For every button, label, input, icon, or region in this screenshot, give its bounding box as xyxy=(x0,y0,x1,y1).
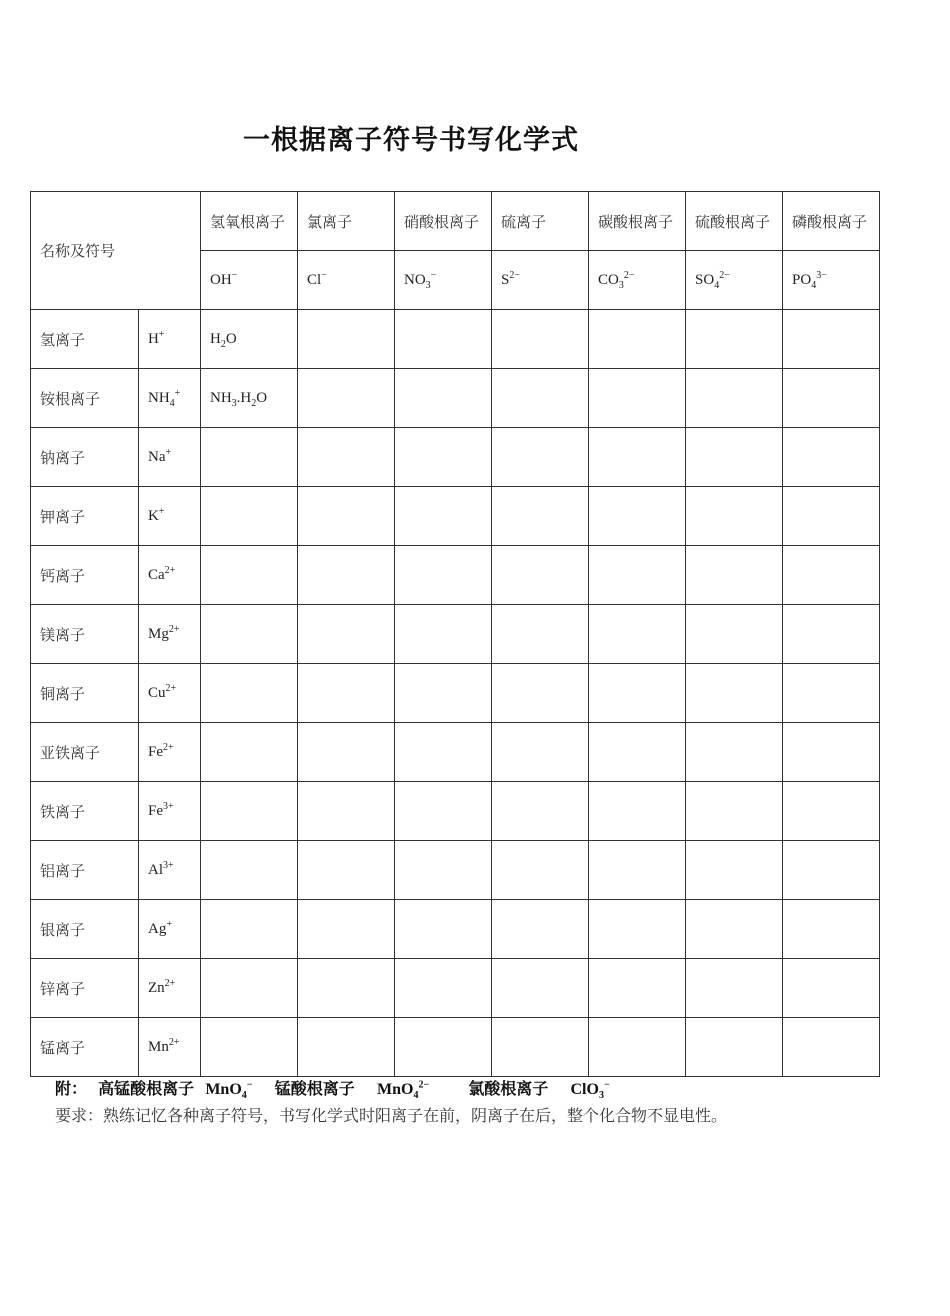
cation-symbol xyxy=(139,1018,201,1077)
formula-cell xyxy=(395,369,492,428)
ion-symbol-base: Cl xyxy=(307,271,322,288)
anion-symbol xyxy=(492,251,589,310)
formula-cell xyxy=(395,782,492,841)
formula-cell xyxy=(298,841,395,900)
formula-cell xyxy=(492,959,589,1018)
formula-cell xyxy=(298,1018,395,1077)
formula-cell xyxy=(686,782,783,841)
formula-part: O xyxy=(225,330,237,347)
anion-name: 碳酸根离子 xyxy=(589,192,686,251)
formula-cell xyxy=(783,1018,880,1077)
formula-cell xyxy=(589,487,686,546)
formula-cell xyxy=(783,369,880,428)
ion-symbol-charge: 3− xyxy=(816,269,827,281)
cation-symbol xyxy=(139,782,201,841)
formula-cell xyxy=(395,841,492,900)
formula-cell xyxy=(492,900,589,959)
note-ion-symbol xyxy=(205,1079,253,1102)
ion-symbol-base: Ca xyxy=(148,566,165,583)
ion-symbol-charge: 2+ xyxy=(164,564,176,576)
ion-table xyxy=(30,191,880,1077)
ion-symbol-sub: 4 xyxy=(811,279,817,291)
note-symbol-charge: 2− xyxy=(418,1079,430,1091)
formula-cell xyxy=(589,782,686,841)
cation-symbol xyxy=(139,959,201,1018)
formula-sub: 2 xyxy=(251,397,257,409)
formula-cell xyxy=(298,664,395,723)
formula-cell xyxy=(783,782,880,841)
formula-cell xyxy=(492,1018,589,1077)
formula-cell xyxy=(589,428,686,487)
formula-cell xyxy=(201,723,298,782)
formula-cell xyxy=(492,605,589,664)
formula-cell xyxy=(201,782,298,841)
formula-cell xyxy=(686,428,783,487)
formula-cell xyxy=(298,605,395,664)
cation-name: 铁离子 xyxy=(31,782,139,841)
formula-cell xyxy=(783,959,880,1018)
formula-cell xyxy=(395,959,492,1018)
cation-name: 钙离子 xyxy=(31,546,139,605)
formula-cell xyxy=(395,546,492,605)
anion-symbol xyxy=(686,251,783,310)
ion-symbol-charge: 3+ xyxy=(163,800,174,812)
anion-symbol xyxy=(395,251,492,310)
ion-symbol-charge: − xyxy=(430,269,437,281)
table-row xyxy=(31,1018,880,1077)
appendix-note xyxy=(55,1076,610,1102)
anion-name: 硫酸根离子 xyxy=(686,192,783,251)
cation-symbol xyxy=(139,723,201,782)
cation-name: 铜离子 xyxy=(31,664,139,723)
cation-name: 银离子 xyxy=(31,900,139,959)
note-symbol-base: ClO xyxy=(570,1081,599,1098)
ion-symbol-base: NH xyxy=(148,389,170,406)
formula-cell xyxy=(298,782,395,841)
formula-cell xyxy=(589,900,686,959)
ion-symbol-charge: 3+ xyxy=(163,859,174,871)
ion-symbol-charge: 2− xyxy=(719,269,730,281)
table-row xyxy=(31,546,880,605)
ion-symbol-base: SO xyxy=(695,271,715,288)
ion-symbol-charge: 2− xyxy=(623,269,635,281)
anion-name: 磷酸根离子 xyxy=(783,192,880,251)
formula-part: .H xyxy=(236,389,252,406)
ion-symbol-charge: 2+ xyxy=(168,623,180,635)
anion-name: 氢氧根离子 xyxy=(201,192,298,251)
formula-cell xyxy=(589,664,686,723)
ion-symbol-sub: 3 xyxy=(425,279,431,291)
cation-symbol xyxy=(139,546,201,605)
formula-cell xyxy=(201,959,298,1018)
formula-cell xyxy=(783,428,880,487)
ion-symbol-base: Ag xyxy=(148,920,167,937)
note-ion-symbol xyxy=(377,1079,430,1102)
table-row xyxy=(31,841,880,900)
cation-name: 氢离子 xyxy=(31,310,139,369)
cation-name: 钾离子 xyxy=(31,487,139,546)
formula-cell xyxy=(686,900,783,959)
formula-cell xyxy=(492,723,589,782)
ion-symbol-charge: 2− xyxy=(509,269,520,281)
cation-symbol xyxy=(139,664,201,723)
formula-cell xyxy=(783,546,880,605)
anion-name: 硫离子 xyxy=(492,192,589,251)
table-row xyxy=(31,900,880,959)
formula-cell xyxy=(298,369,395,428)
ion-symbol-charge: + xyxy=(158,328,165,340)
note-prefix: 附： xyxy=(55,1079,99,1098)
formula-cell xyxy=(395,310,492,369)
formula-cell xyxy=(395,723,492,782)
ion-symbol-base: NO xyxy=(404,271,426,288)
formula-cell xyxy=(783,723,880,782)
ion-symbol-charge: + xyxy=(158,505,165,517)
page-title: 一根据离子符号书写化学式 xyxy=(243,125,579,156)
formula-part: O xyxy=(256,389,268,406)
note-symbol-sub: 3 xyxy=(598,1090,604,1102)
ion-symbol-base: S xyxy=(501,271,510,288)
cation-name: 锰离子 xyxy=(31,1018,139,1077)
anion-name: 氯离子 xyxy=(298,192,395,251)
formula-cell xyxy=(686,369,783,428)
note-ion-name: 氯酸根离子 xyxy=(468,1079,571,1098)
note-symbol-base: MnO xyxy=(377,1081,414,1098)
formula-cell xyxy=(201,1018,298,1077)
formula-cell xyxy=(686,605,783,664)
formula-cell xyxy=(395,900,492,959)
formula-cell xyxy=(298,723,395,782)
formula-cell xyxy=(201,900,298,959)
cation-symbol xyxy=(139,605,201,664)
corner-label: 名称及符号 xyxy=(31,192,201,310)
cation-symbol xyxy=(139,841,201,900)
formula-cell xyxy=(298,546,395,605)
formula-cell xyxy=(783,487,880,546)
ion-symbol-charge: − xyxy=(231,269,238,281)
formula-cell xyxy=(686,546,783,605)
ion-symbol-charge: − xyxy=(321,269,327,281)
formula-cell xyxy=(589,723,686,782)
formula-cell xyxy=(298,310,395,369)
anion-symbol xyxy=(201,251,298,310)
ion-symbol-base: Fe xyxy=(148,802,163,819)
cation-name: 亚铁离子 xyxy=(31,723,139,782)
table-row xyxy=(31,369,880,428)
ion-symbol-charge: 2+ xyxy=(168,1036,180,1048)
formula-part: NH xyxy=(210,389,232,406)
cation-symbol xyxy=(139,428,201,487)
formula-cell xyxy=(589,369,686,428)
table-row xyxy=(31,487,880,546)
cation-name: 铝离子 xyxy=(31,841,139,900)
table-row xyxy=(31,310,880,369)
ion-symbol-charge: + xyxy=(166,918,172,930)
formula-cell xyxy=(492,428,589,487)
formula-cell xyxy=(686,664,783,723)
formula-cell xyxy=(783,664,880,723)
ion-symbol-charge: + xyxy=(165,446,172,458)
formula-cell xyxy=(589,841,686,900)
anion-name: 硝酸根离子 xyxy=(395,192,492,251)
formula-cell xyxy=(201,487,298,546)
cation-symbol xyxy=(139,310,201,369)
cation-name: 镁离子 xyxy=(31,605,139,664)
ion-symbol-base: CO xyxy=(598,271,619,288)
note-ion-name: 高锰酸根离子 xyxy=(98,1079,206,1098)
ion-symbol-base: Na xyxy=(148,448,166,465)
ion-symbol-charge: 2+ xyxy=(163,741,174,753)
ion-symbol-sub: 4 xyxy=(169,397,175,409)
formula-cell xyxy=(201,841,298,900)
formula-cell xyxy=(589,310,686,369)
table-row xyxy=(31,605,880,664)
formula-cell xyxy=(395,1018,492,1077)
ion-symbol-base: Fe xyxy=(148,743,163,760)
note-symbol-sub: 4 xyxy=(241,1090,247,1102)
formula-cell xyxy=(395,664,492,723)
ion-symbol-base: H xyxy=(148,330,159,347)
formula-sub: 2 xyxy=(220,338,226,350)
ion-symbol-charge: 2+ xyxy=(164,977,176,989)
formula-cell xyxy=(492,487,589,546)
formula-sub: 3 xyxy=(231,397,237,409)
anion-symbol xyxy=(589,251,686,310)
anion-symbol xyxy=(783,251,880,310)
note-gap xyxy=(252,1079,274,1098)
formula-cell xyxy=(589,959,686,1018)
cation-symbol xyxy=(139,487,201,546)
cation-symbol xyxy=(139,900,201,959)
note-gap xyxy=(429,1079,468,1098)
formula-cell xyxy=(686,841,783,900)
ion-symbol-base: Mg xyxy=(148,625,169,642)
ion-symbol-base: Zn xyxy=(148,979,165,996)
formula-cell xyxy=(201,664,298,723)
note-ion-symbol xyxy=(570,1079,610,1102)
note-ion-name: 锰酸根离子 xyxy=(274,1079,378,1098)
formula-cell xyxy=(492,310,589,369)
table-row xyxy=(31,723,880,782)
cation-name: 钠离子 xyxy=(31,428,139,487)
formula-cell xyxy=(395,605,492,664)
formula-cell xyxy=(492,546,589,605)
ion-symbol-base: Al xyxy=(148,861,163,878)
formula-cell xyxy=(298,959,395,1018)
formula-cell xyxy=(298,487,395,546)
formula-part: H xyxy=(210,330,221,347)
formula-cell xyxy=(201,605,298,664)
formula-cell xyxy=(686,487,783,546)
formula-cell xyxy=(395,487,492,546)
ion-symbol-charge: + xyxy=(174,387,181,399)
formula-cell xyxy=(201,546,298,605)
table-row xyxy=(31,664,880,723)
formula-cell xyxy=(783,605,880,664)
note-symbol-base: MnO xyxy=(205,1081,242,1098)
formula-cell xyxy=(589,1018,686,1077)
ion-symbol-sub: 3 xyxy=(618,279,624,291)
formula-cell xyxy=(395,428,492,487)
ion-symbol-base: OH xyxy=(210,271,232,288)
ion-symbol-base: PO xyxy=(792,271,812,288)
formula-cell xyxy=(589,546,686,605)
cation-name: 铵根离子 xyxy=(31,369,139,428)
table-row xyxy=(31,959,880,1018)
formula-cell xyxy=(298,428,395,487)
ion-symbol-sub: 4 xyxy=(714,279,720,291)
formula-cell xyxy=(492,369,589,428)
formula-cell xyxy=(589,605,686,664)
table-row xyxy=(31,428,880,487)
ion-symbol-base: Cu xyxy=(148,684,166,701)
anion-symbol xyxy=(298,251,395,310)
cation-symbol xyxy=(139,369,201,428)
note-symbol-charge: − xyxy=(246,1079,253,1091)
formula-cell xyxy=(201,310,298,369)
formula-cell xyxy=(298,900,395,959)
ion-symbol-base: Mn xyxy=(148,1038,169,1055)
formula-cell xyxy=(783,310,880,369)
ion-symbol-charge: 2+ xyxy=(165,682,177,694)
formula-cell xyxy=(783,900,880,959)
formula-cell xyxy=(492,664,589,723)
ion-symbol-base: K xyxy=(148,507,159,524)
formula-cell xyxy=(492,841,589,900)
formula-cell xyxy=(686,1018,783,1077)
note-symbol-charge: − xyxy=(603,1079,610,1091)
requirement-text: 要求：熟练记忆各种离子符号，书写化学式时阳离子在前，阴离子在后，整个化合物不显电性。 xyxy=(55,1106,728,1125)
formula-cell xyxy=(783,841,880,900)
table-row xyxy=(31,782,880,841)
formula-cell xyxy=(201,369,298,428)
formula-cell xyxy=(686,959,783,1018)
formula-cell xyxy=(686,723,783,782)
formula-cell xyxy=(492,782,589,841)
note-symbol-sub: 4 xyxy=(413,1090,419,1102)
formula-cell xyxy=(201,428,298,487)
cation-name: 锌离子 xyxy=(31,959,139,1018)
formula-cell xyxy=(686,310,783,369)
